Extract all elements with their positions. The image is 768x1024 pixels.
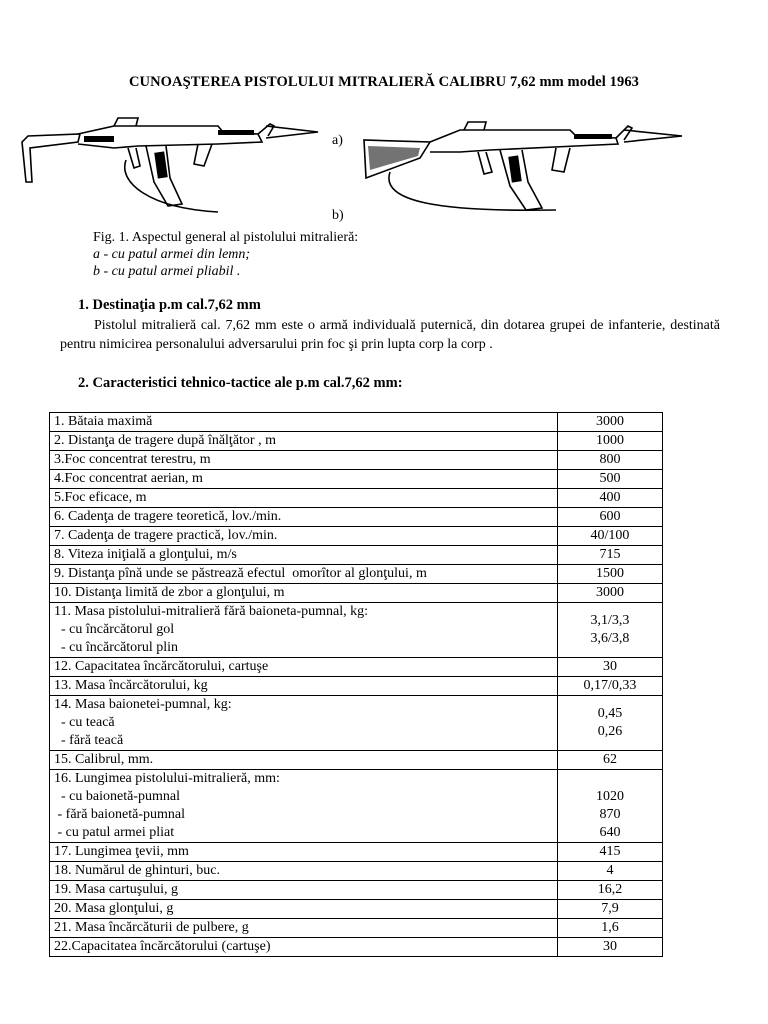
spec-label: 1. Bătaia maximă — [54, 414, 153, 429]
rifle-folding-stock-drawing — [18, 112, 330, 216]
table-row — [50, 696, 663, 751]
spec-label: 12. Capacitatea încărcătorului, cartuşe — [54, 659, 269, 674]
spec-value: 870 — [599, 807, 621, 822]
spec-value: 415 — [599, 844, 621, 859]
spec-value-cell — [558, 527, 663, 546]
spec-value-cell — [558, 938, 663, 957]
spec-value: 500 — [599, 471, 621, 486]
caption-line: Fig. 1. Aspectul general al pistolului mitralieră: — [93, 230, 359, 245]
spec-value: 1500 — [596, 566, 624, 581]
spec-label: 19. Masa cartuşului, g — [54, 882, 179, 897]
spec-value-cell — [558, 451, 663, 470]
spec-label-cell — [50, 527, 558, 546]
spec-label-cell — [50, 938, 558, 957]
spec-label-cell — [50, 432, 558, 451]
section-heading-destination: 1. Destinaţia p.m cal.7,62 mm — [78, 297, 261, 313]
table-row — [50, 900, 663, 919]
spec-label: 4.Foc concentrat aerian, m — [54, 471, 203, 486]
spec-value-cell — [558, 508, 663, 527]
spec-value-cell — [558, 751, 663, 770]
table-row — [50, 546, 663, 565]
caption-line: b - cu patul armei pliabil . — [93, 264, 241, 279]
caption-line: a - cu patul armei din lemn; — [93, 247, 251, 262]
spec-label: 9. Distanţa pînă unde se păstrează efectul omorîtor al glonţului, m — [54, 566, 427, 581]
spec-value-cell — [558, 770, 663, 843]
spec-label: 6. Cadenţa de tragere teoretică, lov./min. — [54, 509, 282, 524]
spec-label-cell — [50, 413, 558, 432]
spec-label: - cu baionetă-pumnal — [54, 789, 180, 804]
spec-value: 1000 — [596, 433, 624, 448]
spec-value-cell — [558, 900, 663, 919]
spec-label: 8. Viteza iniţială a glonţului, m/s — [54, 547, 237, 562]
spec-label: 2. Distanţa de tragere după înălţător , m — [54, 433, 276, 448]
spec-label: 15. Calibrul, mm. — [54, 752, 154, 767]
spec-label-cell — [50, 489, 558, 508]
table-row — [50, 451, 663, 470]
spec-value: 16,2 — [597, 882, 623, 897]
spec-value-cell — [558, 546, 663, 565]
spec-label-cell — [50, 584, 558, 603]
spec-label: - cu încărcătorul plin — [54, 640, 179, 655]
table-row — [50, 489, 663, 508]
spec-label: 16. Lungimea pistolului-mitralieră, mm: — [54, 771, 280, 786]
spec-value: 7,9 — [601, 901, 619, 916]
spec-label-cell — [50, 696, 558, 751]
spec-value-cell — [558, 843, 663, 862]
figure-label-b: b) — [332, 208, 344, 223]
page-title: CUNOAŞTEREA PISTOLULUI MITRALIERĂ CALIBRU 7,62 mm model 1963 — [128, 74, 640, 90]
section-heading-characteristics: 2. Caracteristici tehnico-tactice ale p.m cal.7,62 mm: — [78, 375, 403, 391]
spec-value-cell — [558, 658, 663, 677]
spec-value: 640 — [599, 825, 621, 840]
spec-value: 4 — [606, 863, 614, 878]
spec-value-cell — [558, 470, 663, 489]
spec-value-cell — [558, 919, 663, 938]
spec-label: 3.Foc concentrat terestru, m — [54, 452, 211, 467]
spec-label: 5.Foc eficace, m — [54, 490, 147, 505]
spec-value-cell — [558, 696, 663, 751]
table-row — [50, 413, 663, 432]
spec-label: 21. Masa încărcăturii de pulbere, g — [54, 920, 249, 935]
table-row — [50, 843, 663, 862]
spec-label: 20. Masa glonţului, g — [54, 901, 174, 916]
spec-label-cell — [50, 546, 558, 565]
spec-label-cell — [50, 843, 558, 862]
table-row — [50, 677, 663, 696]
table-row — [50, 938, 663, 957]
table-row — [50, 584, 663, 603]
table-row — [50, 919, 663, 938]
spec-label-cell — [50, 881, 558, 900]
spec-value-cell — [558, 881, 663, 900]
spec-value-cell — [558, 862, 663, 881]
spec-label: - cu teacă — [54, 715, 115, 730]
spec-label-cell — [50, 508, 558, 527]
spec-value: 30 — [603, 939, 617, 954]
table-row — [50, 470, 663, 489]
table-row — [50, 508, 663, 527]
spec-value: 400 — [599, 490, 621, 505]
table-row — [50, 565, 663, 584]
spec-label: - cu patul armei pliat — [54, 825, 175, 840]
rifle-wooden-stock-drawing — [360, 112, 690, 216]
spec-value-cell — [558, 603, 663, 658]
destination-paragraph: Pistolul mitralieră cal. 7,62 mm este o armă individuală puternică, din dotarea grupei de infanterie, destinată pentru nimicirea personalului adversarului prin foc şi prin lupta corp la corp . — [60, 318, 720, 352]
spec-value-cell — [558, 565, 663, 584]
spec-label: 13. Masa încărcătorului, kg — [54, 678, 208, 693]
spec-value-cell — [558, 432, 663, 451]
spec-label: 7. Cadenţa de tragere practică, lov./min. — [54, 528, 278, 543]
table-row — [50, 751, 663, 770]
spec-value-cell — [558, 677, 663, 696]
spec-label: 17. Lungimea ţevii, mm — [54, 844, 189, 859]
spec-label: - fără teacă — [54, 733, 124, 748]
table-row — [50, 527, 663, 546]
spec-label-cell — [50, 900, 558, 919]
spec-value: 1,6 — [601, 920, 619, 935]
table-row — [50, 862, 663, 881]
spec-value: 3,1/3,3 — [590, 613, 630, 628]
spec-value: 30 — [603, 659, 617, 674]
spec-label-cell — [50, 862, 558, 881]
spec-label-cell — [50, 603, 558, 658]
figure-label-a: a) — [332, 133, 343, 148]
spec-value-cell — [558, 413, 663, 432]
spec-value-cell — [558, 584, 663, 603]
spec-label-cell — [50, 565, 558, 584]
spec-value: 0,26 — [597, 724, 623, 739]
spec-value: 1020 — [596, 789, 624, 804]
spec-value — [562, 770, 658, 788]
spec-value: 3,6/3,8 — [590, 631, 630, 646]
spec-label: 14. Masa baionetei-pumnal, kg: — [54, 697, 232, 712]
table-row — [50, 658, 663, 677]
spec-label: - fără baionetă-pumnal — [54, 807, 185, 822]
spec-value: 62 — [603, 752, 617, 767]
table-row — [50, 770, 663, 843]
table-row — [50, 432, 663, 451]
spec-value: 3000 — [596, 585, 624, 600]
spec-label-cell — [50, 770, 558, 843]
table-row — [50, 603, 663, 658]
spec-label: 10. Distanţa limită de zbor a glonţului, m — [54, 585, 285, 600]
table-row — [50, 881, 663, 900]
spec-label-cell — [50, 658, 558, 677]
spec-label-cell — [50, 919, 558, 938]
specifications-table — [49, 412, 663, 957]
spec-value: 715 — [599, 547, 621, 562]
spec-value: 600 — [599, 509, 621, 524]
spec-value: 0,45 — [597, 706, 623, 721]
spec-label: 22.Capacitatea încărcătorului (cartuşe) — [54, 939, 271, 954]
spec-label-cell — [50, 677, 558, 696]
spec-label: 11. Masa pistolului-mitralieră fără baioneta-pumnal, kg: — [54, 604, 368, 619]
spec-label-cell — [50, 451, 558, 470]
spec-label: 18. Numărul de ghinturi, buc. — [54, 863, 221, 878]
spec-value: 40/100 — [590, 528, 630, 543]
spec-label: - cu încărcătorul gol — [54, 622, 175, 637]
spec-value: 800 — [599, 452, 621, 467]
spec-label-cell — [50, 470, 558, 489]
spec-value-cell — [558, 489, 663, 508]
spec-value: 0,17/0,33 — [583, 678, 637, 693]
spec-value: 3000 — [596, 414, 624, 429]
figure-caption — [93, 229, 358, 280]
spec-label-cell — [50, 751, 558, 770]
